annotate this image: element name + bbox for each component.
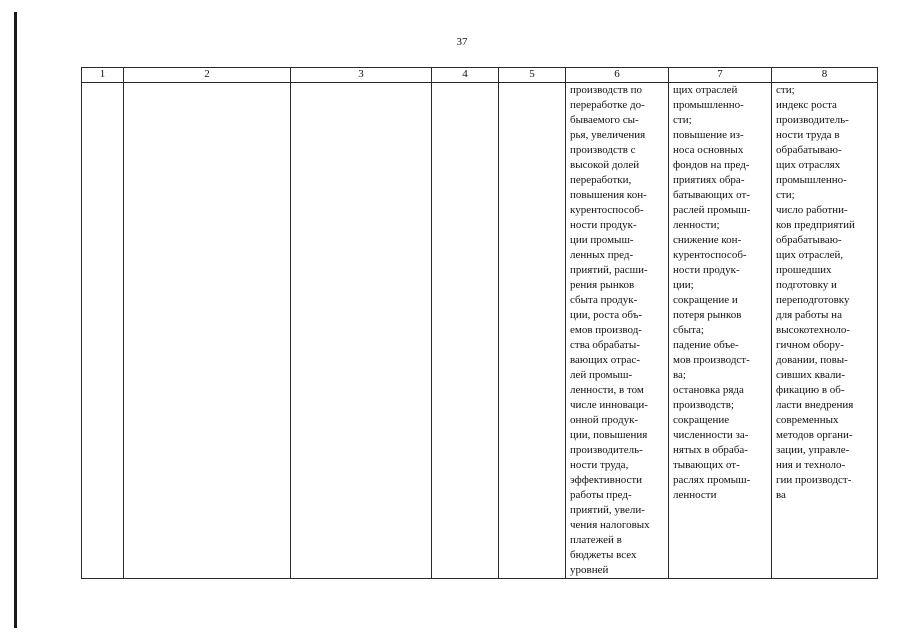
column-header-3: 3 <box>291 68 432 83</box>
column-header-8: 8 <box>772 68 878 83</box>
column-header-6: 6 <box>566 68 669 83</box>
column-header-5: 5 <box>499 68 566 83</box>
table-cell-col6: производств по переработке до- бываемого сы- рья, увеличения производств с высокой долей переработки, повышения кон- курентоспособ- ности продук- ции промыш- ленных пред- приятий, расши- рения рынков сбыта продук- ции, роста объ- емов производ- ства обрабаты- вающих отрас- лей промыш- ленности, в том числе инноваци- онной продук- ции, повышения производитель- ности труда, эффективности работы пред- приятий, увели- чения налоговых платежей в бюджеты всех уровней <box>566 83 669 579</box>
data-table <box>81 67 878 579</box>
table-cell-col7: щих отраслей промышленно- сти; повышение из- носа основных фондов на пред- приятиях обра- батывающих от- раслей промыш- ленности; снижение кон- курентоспособ- ности продук- ции; сокращение и потеря рынков сбыта; падение объе- мов производст- ва; остановка ряда производств; сокращение численности за- нятых в обраба- тывающих от- раслях промыш- ленности <box>669 83 772 579</box>
table-header-row <box>82 68 878 83</box>
table-cell-col8: сти; индекс роста производитель- ности труда в обрабатываю- щих отраслях промышленно- сти; число работни- ков предприятий обрабатываю- щих отраслей, прошедших подготовку и переподготовку для работы на высокотехноло- гичном обору- довании, повы- сивших квали- фикацию в об- ласти внедрения современных методов органи- зации, управле- ния и техноло- гии производст- ва <box>772 83 878 579</box>
binding-edge-line <box>14 12 17 628</box>
table-cell-col2 <box>124 83 291 579</box>
column-header-7: 7 <box>669 68 772 83</box>
table-cell-col5 <box>499 83 566 579</box>
column-header-4: 4 <box>432 68 499 83</box>
table-cell-col4 <box>432 83 499 579</box>
table-cell-col1 <box>82 83 124 579</box>
table-row <box>82 83 878 579</box>
table-cell-col3 <box>291 83 432 579</box>
page-number: 37 <box>456 36 468 48</box>
column-header-2: 2 <box>124 68 291 83</box>
column-header-1: 1 <box>82 68 124 83</box>
